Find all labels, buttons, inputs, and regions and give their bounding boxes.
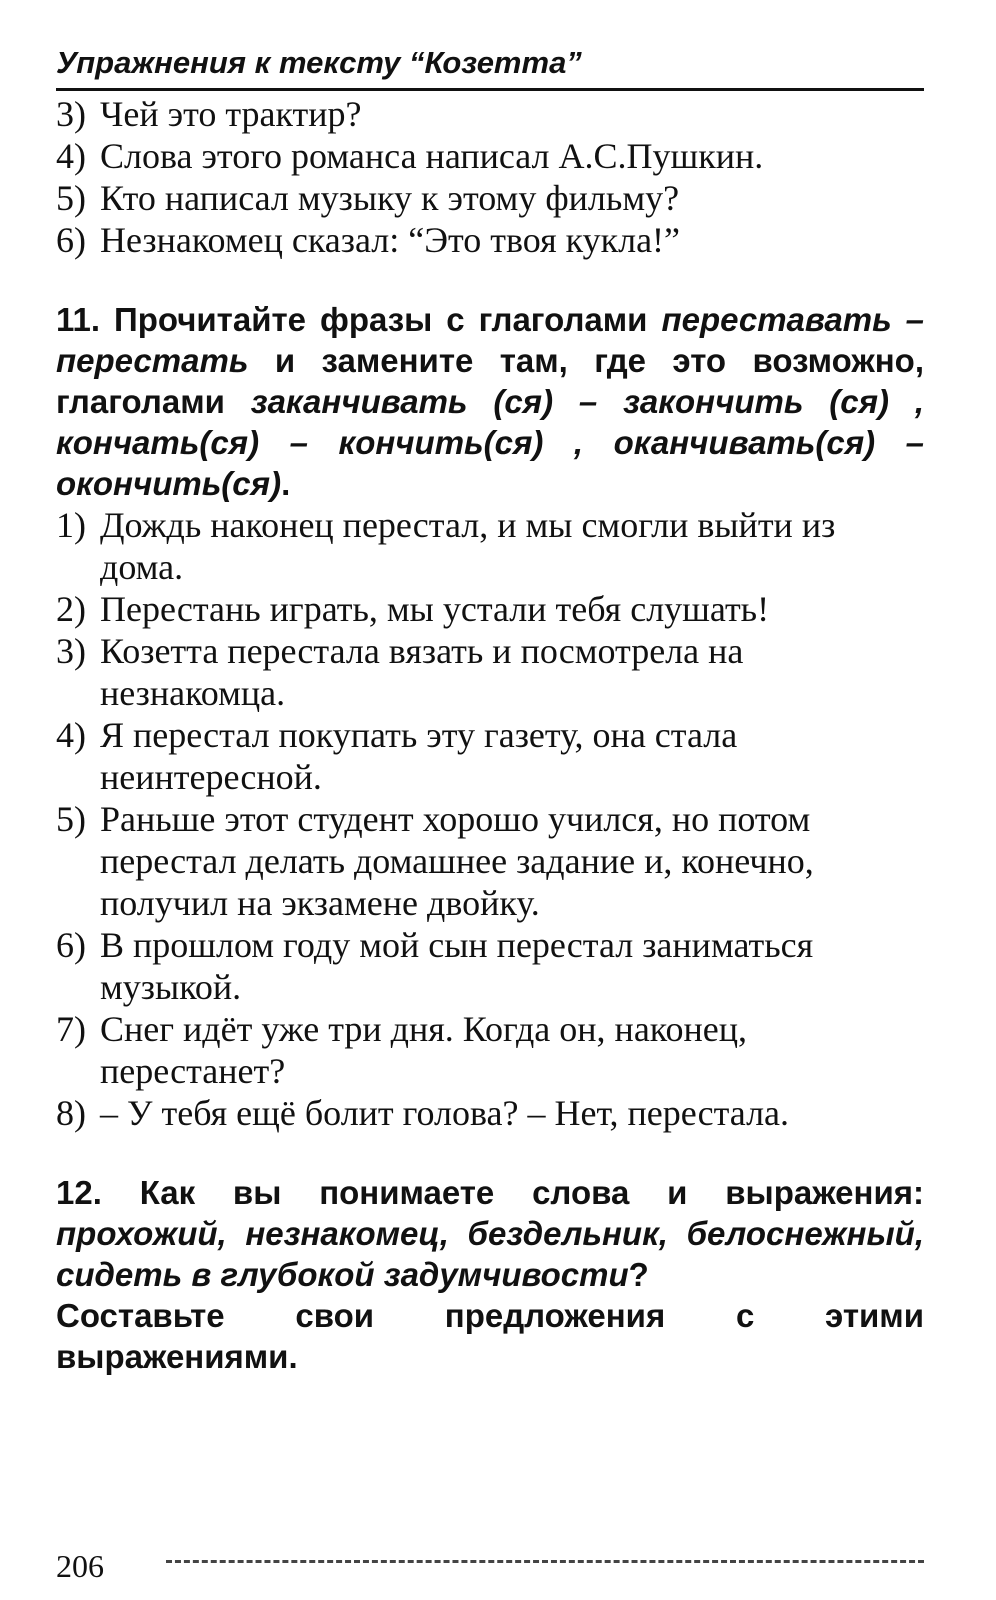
page-number: 206: [56, 1548, 104, 1584]
exercise-number: 11.: [56, 301, 101, 338]
list-item: [56, 798, 924, 924]
exercise-middle: и замените там, где это возможно, глаголами: [56, 342, 925, 420]
exercise-11-list: [56, 504, 924, 1134]
item-text: Дождь наконец перестал, и мы смогли выйти из дома.: [100, 505, 836, 587]
item-text: Слова этого романса написал А.С.Пушкин.: [100, 136, 764, 176]
exercise-end: .: [281, 465, 291, 502]
exercise-12-task: Составьте свои предложения с этими выражениями.: [56, 1297, 924, 1375]
exercise-12-heading: [56, 1172, 924, 1295]
list-item: [56, 924, 924, 1008]
exercise-verbs: заканчивать (ся) – закончить (ся) , кончать(ся) – кончить(ся) , оканчивать(ся) – окончить(ся): [56, 383, 924, 502]
list-item: [56, 1008, 924, 1092]
item-number: 6): [56, 220, 86, 260]
item-number: 4): [56, 136, 86, 176]
item-number: 4): [56, 715, 86, 755]
footer-rule: [166, 1560, 924, 1563]
item-number: 7): [56, 1009, 86, 1049]
item-text: Незнакомец сказал: “Это твоя кукла!”: [100, 220, 681, 260]
exercise-qmark: ?: [628, 1256, 649, 1293]
footer: [56, 1548, 924, 1588]
exercise-verbs: переставать – перестать: [56, 301, 925, 379]
running-head: Упражнения к тексту “Козетта”: [56, 44, 924, 91]
list-item: [56, 93, 924, 135]
item-number: 3): [56, 94, 86, 134]
item-number: 3): [56, 631, 86, 671]
exercise-intro: Как вы понимаете слова и выражения:: [139, 1174, 924, 1211]
item-number: 6): [56, 925, 86, 965]
list-item: [56, 219, 924, 261]
item-text: Кто написал музыку к этому фильму?: [100, 178, 680, 218]
item-text: Чей это трактир?: [100, 94, 362, 134]
list-item: [56, 1092, 924, 1134]
exercise-number: 12.: [56, 1174, 102, 1211]
item-number: 8): [56, 1093, 86, 1133]
item-text: В прошлом году мой сын перестал заниматься музыкой.: [100, 925, 814, 1007]
item-text: Козетта перестала вязать и посмотрела на незнакомца.: [100, 631, 744, 713]
list-item: [56, 135, 924, 177]
list-item: [56, 714, 924, 798]
item-number: 2): [56, 589, 86, 629]
list-item: [56, 630, 924, 714]
exercise-11-heading: [56, 299, 924, 504]
page: [56, 44, 924, 1377]
exercise-words: прохожий, незнакомец, бездельник, белоснежный, сидеть в глубокой задумчивости: [56, 1215, 924, 1293]
item-text: Снег идёт уже три дня. Когда он, наконец, перестанет?: [100, 1009, 747, 1091]
item-number: 5): [56, 799, 86, 839]
top-list: [56, 93, 924, 261]
item-text: Раньше этот студент хорошо учился, но потом перестал делать домашнее задание и, конечно, получил на экзамене двойку.: [100, 799, 814, 923]
list-item: [56, 504, 924, 588]
exercise-intro: Прочитайте фразы с глаголами: [114, 301, 648, 338]
list-item: [56, 177, 924, 219]
item-number: 5): [56, 178, 86, 218]
item-text: Перестань играть, мы устали тебя слушать!: [100, 589, 770, 629]
item-text: Я перестал покупать эту газету, она стала неинтересной.: [100, 715, 738, 797]
list-item: [56, 588, 924, 630]
item-text: – У тебя ещё болит голова? – Нет, перестала.: [100, 1093, 790, 1133]
item-number: 1): [56, 505, 86, 545]
